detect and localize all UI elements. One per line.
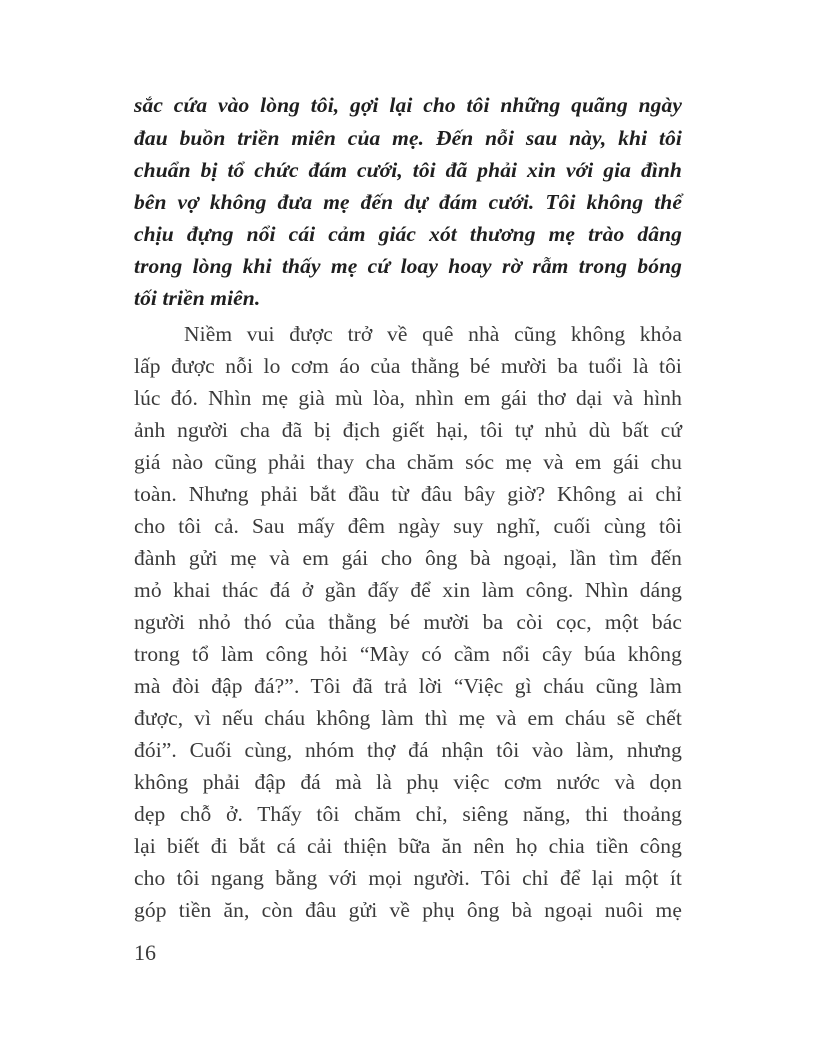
body-paragraph-line: mà đòi đập đá?”. Tôi đã trả lời “Việc gì cháu cũng làm — [134, 674, 682, 698]
italic-paragraph-line: tối triền miên. — [134, 286, 261, 310]
italic-paragraph-line: chịu đựng nổi cái cảm giác xót thương mẹ trào dâng — [134, 222, 682, 246]
body-paragraph-line: đói”. Cuối cùng, nhóm thợ đá nhận tôi vào làm, nhưng — [134, 738, 682, 762]
italic-paragraph-line: đau buồn triền miên của mẹ. Đến nỗi sau này, khi tôi — [134, 126, 682, 150]
body-paragraph-line: lúc đó. Nhìn mẹ già mù lòa, nhìn em gái thơ dại và hình — [134, 386, 682, 410]
italic-paragraph-line: sắc cứa vào lòng tôi, gợi lại cho tôi những quãng ngày — [134, 93, 682, 117]
body-paragraph-line: cho tôi cả. Sau mấy đêm ngày suy nghĩ, cuối cùng tôi — [134, 514, 682, 538]
body-paragraph-line: không phải đập đá mà là phụ việc cơm nước và dọn — [134, 770, 682, 794]
body-paragraph-line: góp tiền ăn, còn đâu gửi về phụ ông bà ngoại nuôi mẹ — [134, 898, 682, 922]
body-paragraph-line: dẹp chỗ ở. Thấy tôi chăm chỉ, siêng năng, thi thoảng — [134, 802, 682, 826]
body-paragraph-line: lấp được nỗi lo cơm áo của thằng bé mười ba tuổi là tôi — [134, 354, 682, 378]
body-paragraph-line: Niềm vui được trở về quê nhà cũng không khỏa — [184, 322, 682, 346]
page-number: 16 — [134, 940, 156, 965]
italic-paragraph-line: trong lòng khi thấy mẹ cứ loay hoay rờ rẫm trong bóng — [134, 254, 682, 278]
body-paragraph-line: người nhỏ thó của thằng bé mười ba còi cọc, một bác — [134, 610, 682, 634]
body-paragraph-line: đành gửi mẹ và em gái cho ông bà ngoại, lần tìm đến — [134, 546, 682, 570]
body-paragraph-line: trong tổ làm công hỏi “Mày có cầm nổi cây búa không — [134, 642, 682, 666]
body-paragraph-line: cho tôi ngang bằng với mọi người. Tôi chỉ để lại một ít — [134, 866, 682, 890]
body-paragraph-line: giá nào cũng phải thay cha chăm sóc mẹ và em gái chu — [134, 450, 682, 474]
body-paragraph-line: ảnh người cha đã bị địch giết hại, tôi tự nhủ dù bất cứ — [134, 418, 682, 442]
body-paragraph-line: được, vì nếu cháu không làm thì mẹ và em cháu sẽ chết — [134, 706, 682, 730]
italic-paragraph-line: bên vợ không đưa mẹ đến dự đám cưới. Tôi không thể — [134, 190, 682, 214]
body-paragraph-line: lại biết đi bắt cá cải thiện bữa ăn nên họ chia tiền công — [134, 834, 682, 858]
body-paragraph-line: mỏ khai thác đá ở gần đấy để xin làm công. Nhìn dáng — [134, 578, 682, 602]
italic-paragraph-line: chuẩn bị tổ chức đám cưới, tôi đã phải xin với gia đình — [134, 158, 682, 182]
body-paragraph-line: toàn. Nhưng phải bắt đầu từ đâu bây giờ? Không ai chỉ — [134, 482, 682, 506]
